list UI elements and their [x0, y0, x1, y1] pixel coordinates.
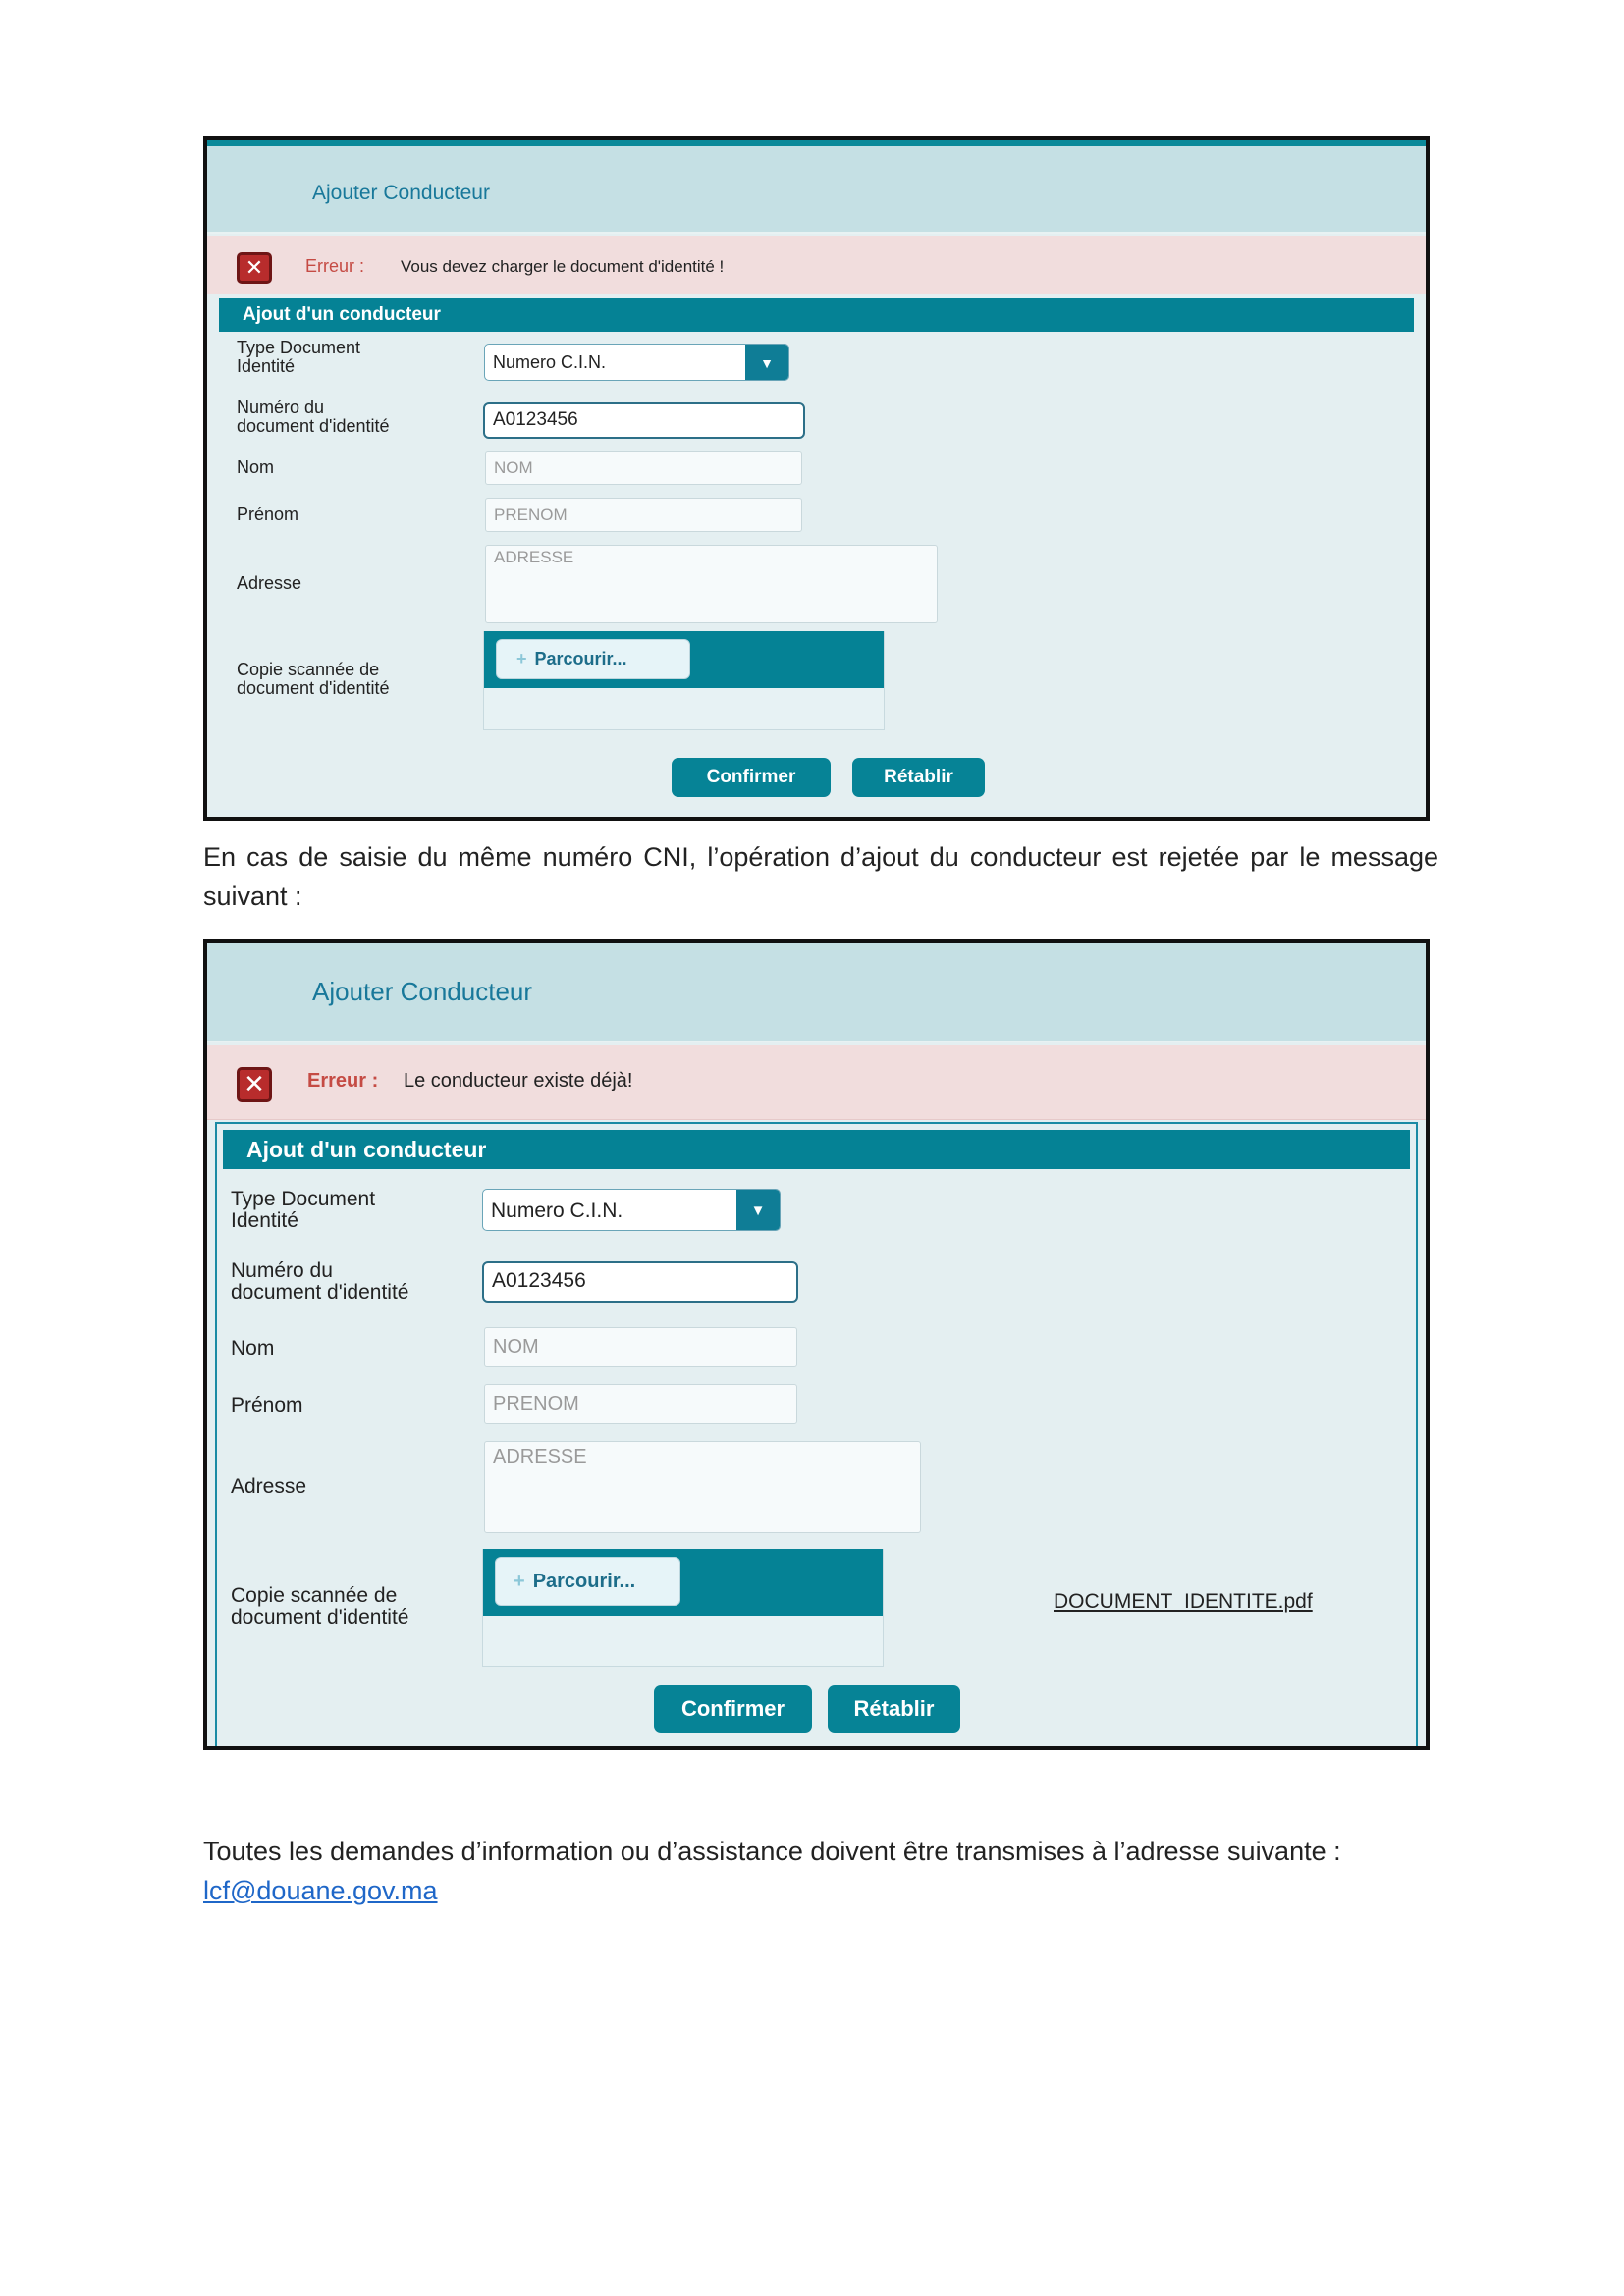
screenshot-missing-document-error	[203, 136, 1430, 821]
label-line: document d'identité	[237, 677, 390, 698]
page-header	[207, 943, 1426, 1042]
form-panel	[213, 298, 1420, 817]
browse-label: Parcourir...	[532, 1571, 636, 1592]
type-document-label	[237, 339, 360, 376]
assistance-text: Toutes les demandes d’information ou d’assistance doivent être transmises à l’adresse suivante :	[203, 1837, 1341, 1866]
nom-label: Nom	[231, 1337, 275, 1360]
page-title: Ajouter Conducteur	[312, 182, 490, 204]
form-title: Ajout d'un conducteur	[223, 1130, 1410, 1169]
confirm-button[interactable]: Confirmer	[654, 1685, 812, 1733]
form-panel	[215, 1122, 1418, 1746]
dropdown-arrow-icon[interactable]: ▼	[736, 1190, 780, 1230]
type-document-select[interactable]	[484, 344, 789, 381]
nom-input[interactable]: NOM	[485, 451, 802, 485]
error-banner	[207, 236, 1426, 294]
label-line: Type Document	[237, 338, 361, 357]
error-label: Erreur :	[307, 1070, 379, 1092]
paragraph-assistance	[203, 1832, 1438, 1910]
type-document-label	[231, 1189, 375, 1232]
dropdown-arrow-icon[interactable]: ▼	[745, 345, 788, 380]
prenom-input[interactable]: PRENOM	[485, 498, 802, 532]
browse-button[interactable]	[495, 1557, 680, 1606]
screenshot-duplicate-driver-error	[203, 939, 1430, 1750]
error-banner	[207, 1045, 1426, 1120]
nom-label: Nom	[237, 457, 275, 477]
reset-button[interactable]: Rétablir	[852, 758, 985, 797]
selected-value: Numero C.I.N.	[493, 352, 607, 372]
browse-label: Parcourir...	[534, 649, 627, 668]
numero-label	[231, 1260, 408, 1304]
page-header	[207, 140, 1426, 234]
label-line: Type Document	[231, 1188, 376, 1210]
label-line: document d'identité	[231, 1281, 409, 1305]
adresse-textarea[interactable]: ADRESSE	[484, 1441, 921, 1533]
adresse-textarea[interactable]: ADRESSE	[485, 545, 938, 623]
contact-email-link[interactable]: lcf@douane.gov.ma	[203, 1876, 438, 1905]
plus-icon: +	[514, 1571, 525, 1592]
label-line: Identité	[231, 1209, 298, 1233]
label-line: Copie scannée de	[237, 660, 380, 679]
copie-label	[237, 661, 390, 698]
prenom-label: Prénom	[237, 505, 299, 524]
prenom-input[interactable]: PRENOM	[484, 1384, 797, 1424]
page-title: Ajouter Conducteur	[312, 977, 533, 1006]
error-x-icon: ✕	[237, 1067, 272, 1102]
type-document-select[interactable]	[482, 1189, 781, 1231]
label-line: Identité	[237, 355, 296, 376]
prenom-label: Prénom	[231, 1394, 303, 1416]
upload-area	[482, 1549, 884, 1667]
error-message: Vous devez charger le document d'identité !	[401, 257, 725, 276]
error-x-icon: ✕	[237, 252, 272, 284]
label-line: Numéro du	[231, 1259, 333, 1282]
nom-input[interactable]: NOM	[484, 1327, 797, 1367]
numero-input[interactable]: A0123456	[483, 402, 805, 439]
form-title: Ajout d'un conducteur	[219, 298, 1414, 332]
upload-area	[483, 631, 885, 730]
error-label: Erreur :	[305, 256, 365, 276]
confirm-button[interactable]: Confirmer	[672, 758, 831, 797]
adresse-label: Adresse	[231, 1475, 307, 1498]
paragraph-duplicate-cni: En cas de saisie du même numéro CNI, l’opération d’ajout du conducteur est rejetée par le message suivant :	[203, 842, 1438, 911]
uploaded-file-link[interactable]: DOCUMENT_IDENTITE.pdf	[1054, 1590, 1313, 1613]
plus-icon: +	[516, 649, 527, 668]
numero-input[interactable]: A0123456	[482, 1261, 798, 1303]
label-line: Numéro du	[237, 398, 325, 417]
numero-label	[237, 399, 390, 436]
selected-value: Numero C.I.N.	[491, 1200, 623, 1222]
browse-button[interactable]	[496, 639, 690, 679]
label-line: Copie scannée de	[231, 1584, 398, 1607]
label-line: document d'identité	[231, 1606, 409, 1629]
error-message: Le conducteur existe déjà!	[404, 1070, 633, 1092]
reset-button[interactable]: Rétablir	[828, 1685, 960, 1733]
copie-label	[231, 1585, 408, 1629]
label-line: document d'identité	[237, 415, 390, 436]
adresse-label: Adresse	[237, 573, 302, 593]
